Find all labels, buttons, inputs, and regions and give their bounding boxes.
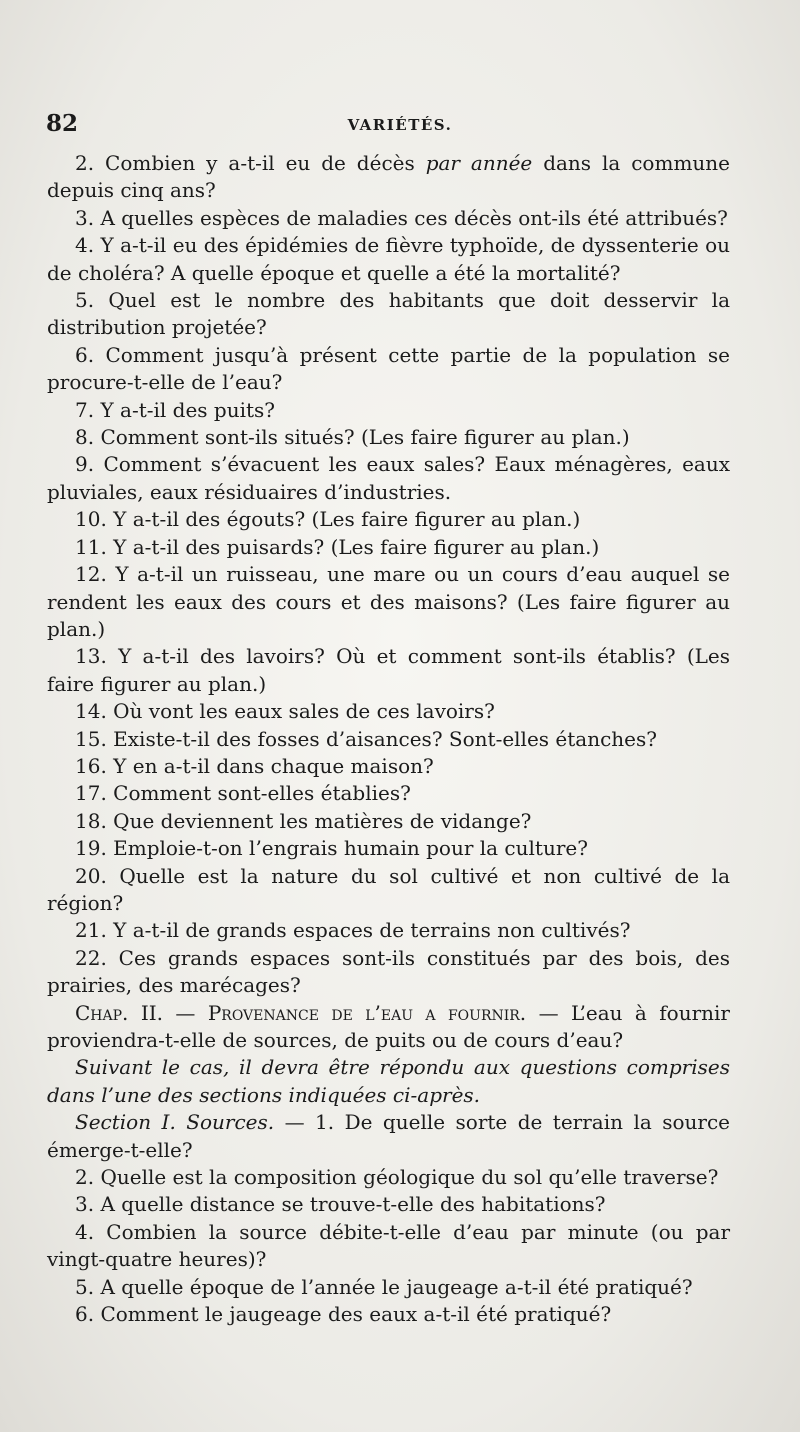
question-paragraph: [47, 451, 730, 506]
question-paragraph: [47, 917, 730, 944]
question-text: Y a-t-il un ruisseau, une mare ou un cours d’eau auquel se rendent les eaux des cours et des maisons? (Les faire figurer au plan.): [47, 562, 730, 641]
question-paragraph: [47, 698, 730, 725]
question-number: 16.: [75, 753, 107, 778]
question-paragraph: [47, 1301, 730, 1328]
question-text: Y a-t-il des puits?: [100, 397, 276, 422]
question-number: 5.: [75, 1274, 95, 1299]
question-number: 4.: [75, 1219, 95, 1244]
running-head: VARIÉTÉS.: [347, 116, 453, 134]
question-text: Y a-t-il des égouts? (Les faire figurer au plan.): [113, 507, 581, 532]
question-text: Y en a-t-il dans chaque maison?: [113, 753, 434, 778]
question-paragraph: [47, 1164, 730, 1191]
question-paragraph: [47, 945, 730, 1000]
question-paragraph: [47, 1274, 730, 1301]
page-header: [46, 110, 754, 140]
chapter-text: — L’eau à fournir proviendra-t-elle de sources, de puits ou de cours d’eau?: [47, 1000, 730, 1052]
question-text: Que deviennent les matières de vidange?: [113, 808, 532, 833]
question-paragraph: [47, 863, 730, 918]
section-dash: —: [274, 1110, 316, 1135]
chapter-label: Chap. II.: [75, 1000, 163, 1025]
question-text: Combien y a-t-il eu de décès: [105, 151, 426, 175]
question-text: Quelle est la composition géologique du sol qu’elle traverse?: [100, 1165, 719, 1190]
chapter-heading: [47, 1000, 730, 1055]
question-paragraph: [47, 561, 730, 643]
question-number: 18.: [75, 808, 107, 833]
question-text: De quelle sorte de terrain la source émerge-t-elle?: [47, 1110, 731, 1162]
question-paragraph: [47, 534, 730, 561]
question-paragraph: [47, 808, 730, 835]
question-number: 1.: [315, 1110, 335, 1135]
question-text: Comment sont-ils situés? (Les faire figurer au plan.): [100, 425, 630, 450]
question-number: 10.: [75, 507, 107, 532]
question-paragraph: [47, 506, 730, 533]
question-paragraph: [47, 835, 730, 862]
question-text: Emploie-t-on l’engrais humain pour la culture?: [113, 836, 588, 861]
page-number: 82: [46, 110, 79, 137]
question-number: 6.: [75, 1302, 95, 1327]
section-label: Section I. Sources.: [75, 1110, 275, 1135]
question-paragraph: [47, 342, 730, 397]
question-number: 17.: [75, 781, 107, 806]
question-number: 15.: [75, 726, 107, 751]
question-number: 14.: [75, 699, 107, 724]
question-number: 2.: [75, 151, 95, 175]
page-body: [47, 150, 730, 1328]
question-text: Comment s’évacuent les eaux sales? Eaux ménagères, eaux pluviales, eaux résiduaires d’industries.: [47, 452, 731, 504]
question-text: Y a-t-il eu des épidémies de fièvre typhoïde, de dyssenterie ou de choléra? A quelle époque et quelle a été la mortalité?: [47, 233, 731, 285]
question-paragraph: [47, 424, 730, 451]
question-text: Y a-t-il des puisards? (Les faire figurer au plan.): [113, 534, 600, 559]
question-number: 11.: [75, 534, 107, 559]
question-text: Ces grands espaces sont-ils constitués par des bois, des prairies, des marécages?: [47, 945, 730, 998]
question-text: A quelle époque de l’année le jaugeage a-t-il été pratiqué?: [100, 1274, 693, 1299]
chapter-dash: —: [162, 1000, 208, 1025]
question-number: 22.: [75, 945, 107, 970]
question-paragraph: [47, 287, 730, 342]
question-number: 9.: [75, 452, 95, 477]
question-number: 3.: [75, 1192, 95, 1217]
question-number: 2.: [75, 1165, 95, 1190]
question-paragraph: [47, 780, 730, 807]
question-paragraph: [47, 753, 730, 780]
chapter-title: Provenance de l’eau a fournir.: [207, 1000, 527, 1025]
question-text: Combien la source débite-t-elle d’eau par minute (ou par vingt-quatre heures)?: [47, 1219, 731, 1272]
question-text: Y a-t-il de grands espaces de terrains non cultivés?: [113, 918, 631, 943]
question-text: Quelle est la nature du sol cultivé et non cultivé de la région?: [47, 863, 730, 915]
question-text: Y a-t-il des lavoirs? Où et comment sont-ils établis? (Les faire figurer au plan.): [47, 644, 731, 696]
question-number: 3.: [75, 205, 95, 230]
question-text: Comment le jaugeage des eaux a-t-il été pratiqué?: [100, 1302, 612, 1327]
question-number: 13.: [75, 644, 107, 669]
question-number: 21.: [75, 918, 107, 943]
question-text: Existe-t-il des fosses d’aisances? Sont-elles étanches?: [113, 726, 657, 751]
question-text: Comment jusqu’à présent cette partie de la population se procure-t-elle de l’eau?: [47, 342, 730, 395]
question-text: A quelles espèces de maladies ces décès ont-ils été attribués?: [100, 205, 728, 230]
question-number: 4.: [75, 233, 95, 258]
question-text: dans la commune depuis cinq ans?: [47, 151, 731, 203]
question-paragraph: [47, 643, 730, 698]
question-text: Comment sont-elles établies?: [113, 781, 411, 806]
question-number: 12.: [75, 562, 107, 587]
question-number: 20.: [75, 863, 107, 888]
question-text: Quel est le nombre des habitants que doit desservir la distribution projetée?: [47, 288, 730, 340]
question-paragraph: [47, 150, 730, 205]
question-paragraph: [47, 1191, 730, 1218]
question-paragraph: [47, 205, 730, 232]
question-text: Où vont les eaux sales de ces lavoirs?: [113, 699, 495, 724]
question-paragraph: [47, 232, 730, 287]
section-instruction: Suivant le cas, il devra être répondu aux questions comprises dans l’une des sections indiquées ci-après.: [47, 1055, 730, 1107]
question-paragraph: [47, 1219, 730, 1274]
question-emphasis: par année: [425, 151, 533, 175]
section-heading: [47, 1109, 730, 1164]
question-number: 5.: [75, 288, 95, 313]
question-number: 7.: [75, 397, 95, 422]
question-text: A quelle distance se trouve-t-elle des habitations?: [100, 1192, 606, 1217]
question-paragraph: [47, 397, 730, 424]
question-paragraph: [47, 726, 730, 753]
question-number: 19.: [75, 836, 107, 861]
question-number: 6.: [75, 342, 95, 367]
question-number: 8.: [75, 425, 95, 450]
